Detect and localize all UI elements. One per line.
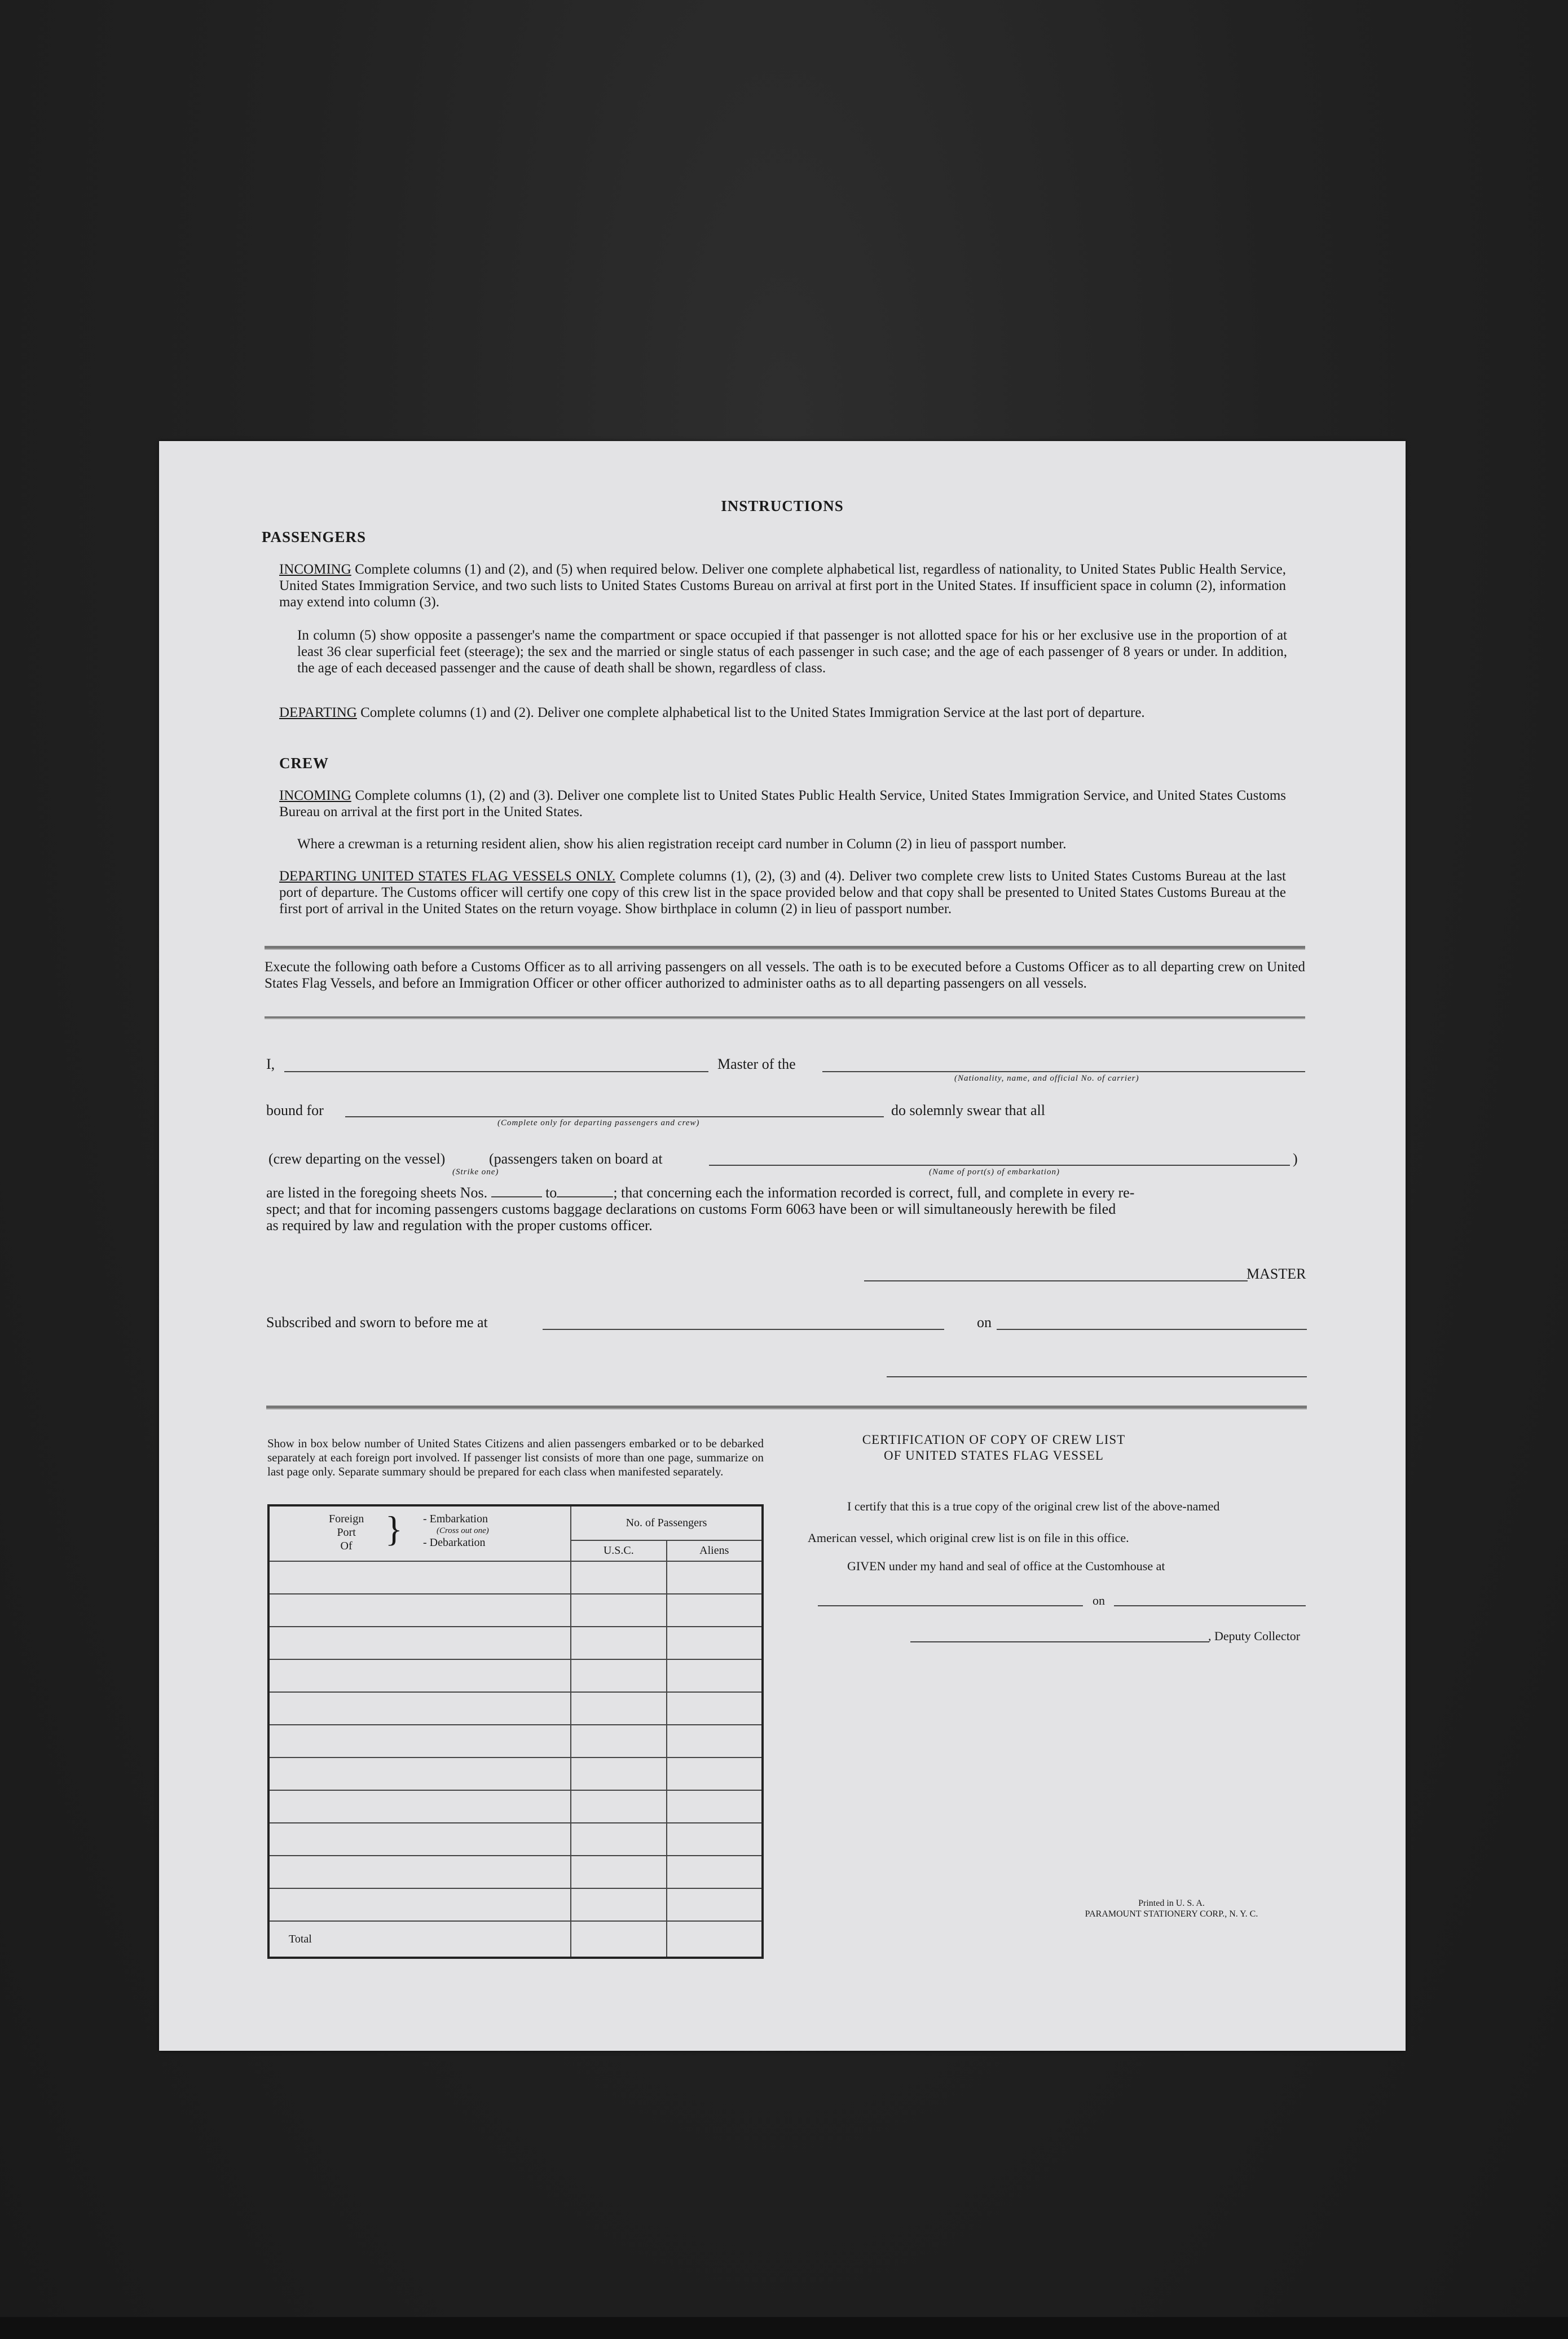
usc-cell[interactable] <box>571 1790 667 1823</box>
cross-out-caption: (Cross out one) <box>437 1526 489 1535</box>
aliens-cell[interactable] <box>667 1725 763 1757</box>
port-cell[interactable] <box>268 1823 571 1856</box>
table-row <box>268 1561 763 1594</box>
deputy-collector-signature-field[interactable] <box>910 1641 1209 1642</box>
passengers-incoming-text: Complete columns (1) and (2), and (5) when required below. Deliver one complete alphabetical list, regardless of nationality, to United States Public Health Service, United States Immigration Service, and two such lists to United States Customs Bureau on arrival at first port in the United States. If insufficient space in column (2), information may extend into column (3). <box>279 562 1286 610</box>
debarkation-option[interactable]: - Debarkation <box>423 1536 486 1549</box>
usc-cell[interactable] <box>571 1856 667 1888</box>
certification-date-field[interactable] <box>1114 1605 1306 1606</box>
table-row <box>268 1790 763 1823</box>
printer-line1: Printed in U. S. A. <box>1138 1898 1205 1908</box>
aliens-cell[interactable] <box>667 1594 763 1627</box>
aliens-cell[interactable] <box>667 1790 763 1823</box>
port-cell[interactable] <box>268 1659 571 1692</box>
passengers-departing-paragraph <box>279 704 1286 721</box>
section-divider <box>265 1016 1305 1019</box>
brace-glyph: } <box>385 1509 403 1549</box>
port-cell[interactable] <box>268 1757 571 1790</box>
listed-text-line2: spect; and that for incoming passengers customs baggage declarations on customs Form 6063 have been or will simultaneously herewith be filed <box>266 1201 1116 1217</box>
crew-departing-option[interactable]: (crew departing on the vessel) <box>268 1151 446 1167</box>
subscribed-label: Subscribed and sworn to before me at <box>266 1314 488 1331</box>
customhouse-field[interactable] <box>818 1605 1083 1606</box>
aliens-cell[interactable] <box>667 1757 763 1790</box>
crew-departing-text: Complete columns (1), (2), (3) and (4). Deliver two complete crew lists to United States Customs Bureau at the last port of departure. The Customs officer will certify one copy of this crew list in the space provided below and that copy shall be presented to United States Customs Bureau at the first port of arrival in the United States on the return voyage. Show birthplace in column (2) in lieu of passport number. <box>279 869 1286 917</box>
usc-cell[interactable] <box>571 1725 667 1757</box>
table-row <box>268 1823 763 1856</box>
master-signature-field[interactable] <box>864 1280 1248 1281</box>
passengers-heading: PASSENGERS <box>262 528 367 545</box>
master-label: MASTER <box>1247 1266 1306 1282</box>
deputy-collector-label: , Deputy Collector <box>1208 1629 1301 1643</box>
certify-text-b: American vessel, which original crew list is on file in this office. <box>808 1531 1129 1545</box>
listed-sheets-text <box>266 1184 1307 1234</box>
officer-signature-field[interactable] <box>887 1376 1307 1377</box>
passengers-column5-paragraph: In column (5) show opposite a passenger's name the compartment or space occupied if that passenger is not allotted space for his or her exclusive use in the proportion of at least 36 clear superficial feet (steerage); the sex and the married or single status of each passenger in such case; and the age of each passenger of 8 years or under. In addition, the age of each deceased passenger and the cause of death shall be shown, regardless of class. <box>297 628 1287 676</box>
usc-cell[interactable] <box>571 1888 667 1921</box>
table-row <box>268 1757 763 1790</box>
table-row <box>268 1888 763 1921</box>
oath-i-label: I, <box>266 1056 275 1072</box>
usc-cell[interactable] <box>571 1757 667 1790</box>
oath-intro-paragraph: Execute the following oath before a Customs Officer as to all arriving passengers on all vessels. The oath is to be executed before a Customs Officer as to all departing crew on United States Flag Vessels, and before an Immigration Officer or other officer authorized to administer oaths as to all departing passengers on all vessels. <box>265 959 1305 991</box>
master-of-the-label: Master of the <box>717 1056 796 1072</box>
aliens-header: Aliens <box>667 1540 763 1561</box>
total-row <box>268 1921 763 1958</box>
subscribed-on-label: on <box>977 1314 992 1331</box>
listed-to-label: to <box>545 1184 557 1201</box>
printer-line2: PARAMOUNT STATIONERY CORP., N. Y. C. <box>1085 1909 1258 1919</box>
instructions-title: INSTRUCTIONS <box>721 497 844 514</box>
no-of-passengers-header: No. of Passengers <box>571 1505 763 1540</box>
table-header-row <box>268 1505 763 1540</box>
total-label: Total <box>268 1921 571 1958</box>
aliens-total-cell[interactable] <box>667 1921 763 1958</box>
passengers-taken-option[interactable]: (passengers taken on board at <box>489 1151 663 1167</box>
certification-title-line2: OF UNITED STATES FLAG VESSEL <box>884 1448 1104 1463</box>
usc-cell[interactable] <box>571 1594 667 1627</box>
bound-for-caption: (Complete only for departing passengers and crew) <box>497 1118 700 1127</box>
aliens-cell[interactable] <box>667 1856 763 1888</box>
aliens-cell[interactable] <box>667 1888 763 1921</box>
port-label: Port <box>337 1526 356 1539</box>
listed-text-b: ; that concerning each the information recorded is correct, full, and complete in every re- <box>613 1184 1135 1201</box>
crew-incoming-paragraph <box>279 787 1286 820</box>
subscribed-place-field[interactable] <box>543 1329 944 1330</box>
certification-on-label: on <box>1093 1593 1105 1607</box>
aliens-cell[interactable] <box>667 1659 763 1692</box>
section-divider <box>265 946 1305 950</box>
sheet-to-field[interactable] <box>557 1196 613 1197</box>
table-row <box>268 1594 763 1627</box>
usc-cell[interactable] <box>571 1659 667 1692</box>
port-cell[interactable] <box>268 1856 571 1888</box>
port-cell[interactable] <box>268 1888 571 1921</box>
of-label: Of <box>340 1540 353 1552</box>
port-cell[interactable] <box>268 1692 571 1725</box>
subscribed-date-field[interactable] <box>997 1329 1307 1330</box>
port-cell[interactable] <box>268 1725 571 1757</box>
aliens-cell[interactable] <box>667 1823 763 1856</box>
usc-cell[interactable] <box>571 1561 667 1594</box>
certification-title-line1: CERTIFICATION OF COPY OF CREW LIST <box>862 1433 1126 1447</box>
usc-cell[interactable] <box>571 1627 667 1659</box>
form-page <box>159 441 1406 2051</box>
crew-heading: CREW <box>279 755 329 772</box>
ports-caption: (Name of port(s) of embarkation) <box>929 1168 1060 1177</box>
usc-cell[interactable] <box>571 1823 667 1856</box>
crew-departing-paragraph <box>279 868 1286 917</box>
aliens-cell[interactable] <box>667 1627 763 1659</box>
port-cell[interactable] <box>268 1561 571 1594</box>
section-divider <box>266 1406 1307 1409</box>
summary-instruction: Show in box below number of United States Citizens and alien passengers embarked or to be debarked separately at each foreign port involved. If passenger list consists of more than one page, summarize on last page only. Separate summary should be prepared for each class when manifested separately. <box>267 1437 764 1478</box>
embarkation-ports-field[interactable] <box>709 1165 1290 1166</box>
bound-for-field[interactable] <box>345 1116 884 1117</box>
certify-text-a: I certify that this is a true copy of the original crew list of the above-named <box>847 1499 1220 1513</box>
listed-text-a: are listed in the foregoing sheets Nos. <box>266 1184 488 1201</box>
given-text: GIVEN under my hand and seal of office at the Customhouse at <box>847 1559 1165 1573</box>
sheet-from-field[interactable] <box>491 1196 542 1197</box>
table-row <box>268 1692 763 1725</box>
embarkation-option[interactable]: - Embarkation <box>423 1513 488 1525</box>
usc-cell[interactable] <box>571 1692 667 1725</box>
passengers-departing-text: Complete columns (1) and (2). Deliver one complete alphabetical list to the United States Immigration Service at the last port of departure. <box>356 705 1145 720</box>
nationality-caption: (Nationality, name, and official No. of carrier) <box>954 1074 1139 1083</box>
port-cell[interactable] <box>268 1790 571 1823</box>
foreign-port-header <box>268 1505 571 1561</box>
aliens-cell[interactable] <box>667 1561 763 1594</box>
passenger-summary-table <box>267 1504 764 1959</box>
crew-resident-paragraph: Where a crewman is a returning resident alien, show his alien registration receipt card number in Column (2) in lieu of passport number. <box>297 836 1067 852</box>
passengers-incoming-lead: INCOMING <box>279 562 351 577</box>
table-row <box>268 1659 763 1692</box>
scan-bottom-strip <box>0 2317 1568 2339</box>
usc-total-cell[interactable] <box>571 1921 667 1958</box>
foreign-label: Foreign <box>329 1513 364 1525</box>
carrier-field[interactable] <box>822 1071 1305 1072</box>
port-cell[interactable] <box>268 1594 571 1627</box>
close-paren: ) <box>1293 1151 1298 1167</box>
crew-incoming-lead: INCOMING <box>279 788 351 803</box>
port-cell[interactable] <box>268 1627 571 1659</box>
crew-incoming-text: Complete columns (1), (2) and (3). Deliver one complete list to United States Public Health Service, United States Immigration Service, and United States Customs Bureau on arrival at the first port in the United States. <box>279 788 1286 820</box>
certification-title <box>808 1432 1180 1464</box>
bound-for-label: bound for <box>266 1102 324 1118</box>
solemnly-swear-text: do solemnly swear that all <box>891 1102 1045 1118</box>
usc-header: U.S.C. <box>571 1540 667 1561</box>
table-row <box>268 1627 763 1659</box>
table-row <box>268 1856 763 1888</box>
passengers-incoming-paragraph <box>279 561 1286 610</box>
strike-one-caption: (Strike one) <box>452 1168 499 1177</box>
crew-departing-lead: DEPARTING UNITED STATES FLAG VESSELS ONLY. <box>279 869 616 884</box>
passengers-departing-lead: DEPARTING <box>279 705 357 720</box>
aliens-cell[interactable] <box>667 1692 763 1725</box>
master-name-field[interactable] <box>284 1071 708 1072</box>
printer-imprint <box>1062 1898 1281 1919</box>
table-row <box>268 1725 763 1757</box>
listed-text-line3: as required by law and regulation with the proper customs officer. <box>266 1217 653 1234</box>
